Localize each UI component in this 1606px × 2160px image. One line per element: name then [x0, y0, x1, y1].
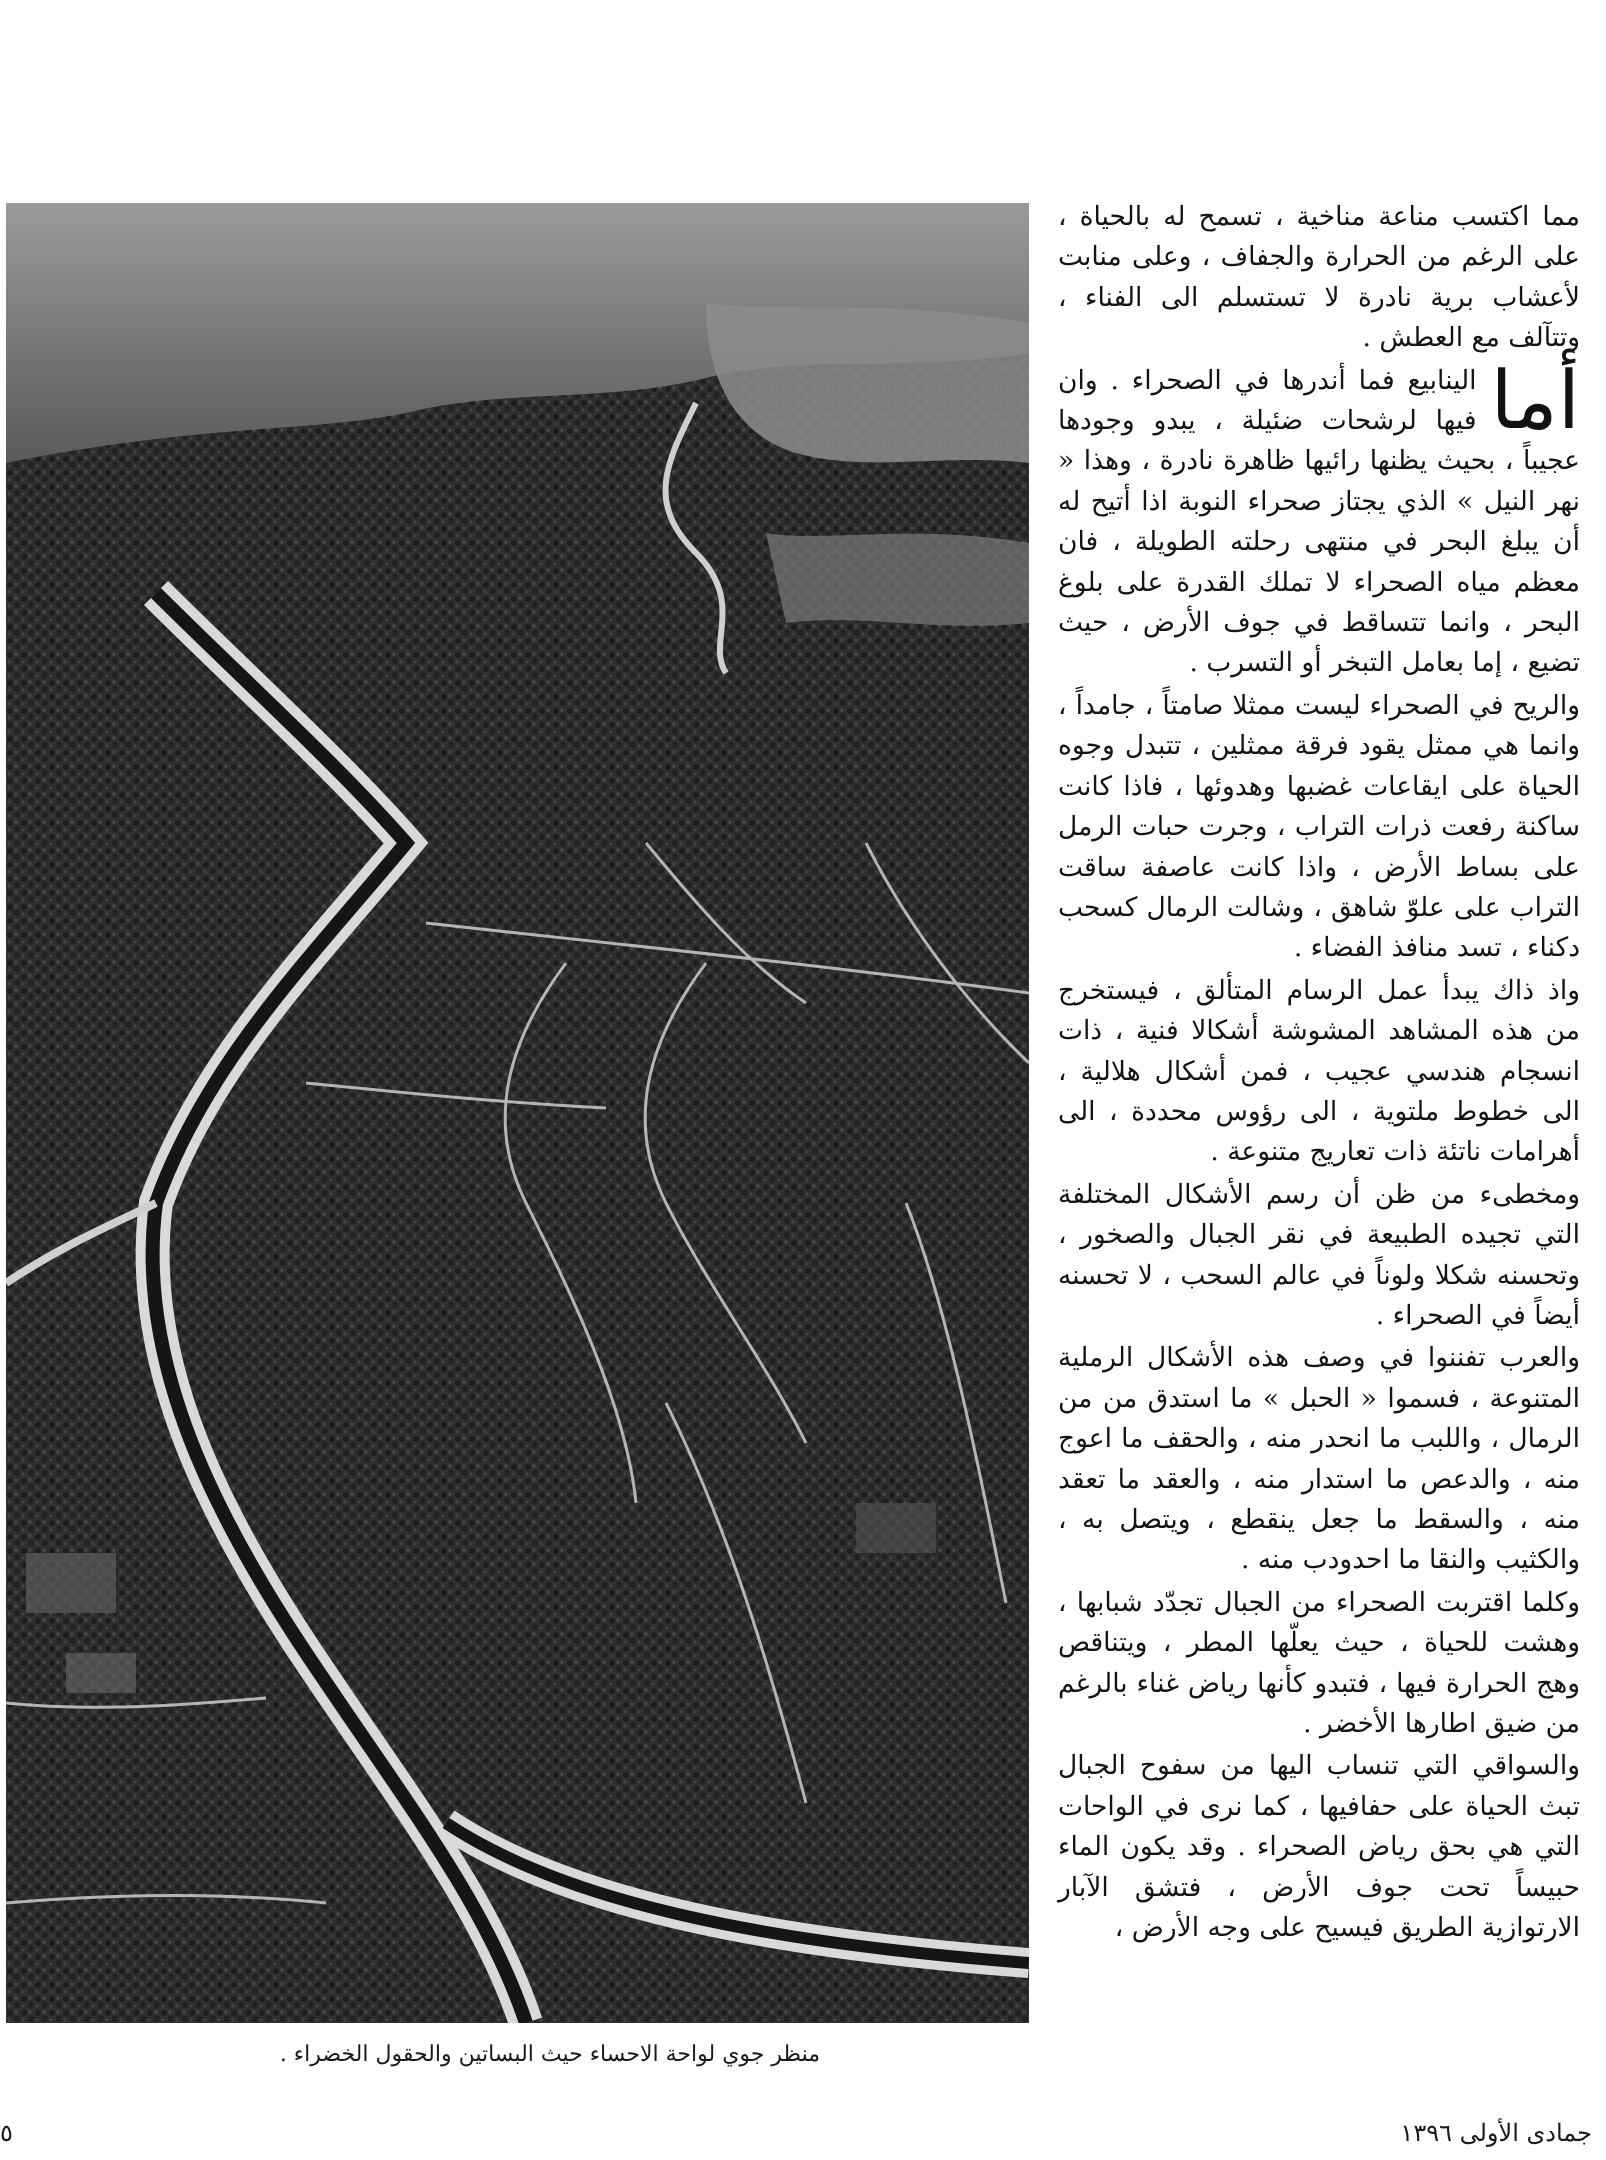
issue-date: جمادى الأولى ١٣٩٦ [1400, 2119, 1592, 2147]
article-paragraph-wind: والريح في الصحراء ليست ممثلا صامتاً ، جامداً ، وانما هي ممثل يقود فرقة ممثلين ، تتبدل وجوه الحياة على ايقاعات غضبها وهدوئها ، فاذا كانت ساكنة رفعت ذرات التراب ، وجرت حبات الرمل على بساط الأرض ، واذا كانت عاصفة ساقت التراب على علوّ شاهق ، وشالت الرمال كسحب دكناء ، تسد منافذ الفضاء . [1058, 689, 1580, 964]
article-paragraph-streams: والسواقي التي تنساب اليها من سفوح الجبال تبث الحياة على حفافيها ، كما نرى في الواحات التي هي بحق رياض الصحراء . وقد يكون الماء حبيساً تحت جوف الأرض ، فتشق الآبار الارتوازية الطريق فيسيح على وجه الأرض ، [1058, 1750, 1580, 1944]
aerial-photo [6, 203, 1029, 2023]
article-paragraph-mountains: وكلما اقتربت الصحراء من الجبال تجدّد شبابها ، وهشت للحياة ، حيث يعلّها المطر ، ويتناقص وهج الحرارة فيها ، فتبدو كأنها رياض غناء بالرغم من ضيق اطارها الأخضر . [1058, 1586, 1580, 1740]
article-body [1058, 197, 1580, 2087]
article-paragraph-shapes: ومخطىء من ظن أن رسم الأشكال المختلفة التي تجيده الطبيعة في نقر الجبال والصخور ، وتحسنه شكلا ولوناً في عالم السحب ، لا تحسنه أيضاً في الصحراء . [1058, 1178, 1580, 1331]
photo-caption: منظر جوي لواحة الاحساء حيث البساتين والحقول الخضراء . [279, 2042, 820, 2067]
drop-cap: أما [1490, 353, 1580, 447]
aerial-photo-icon [6, 203, 1029, 2023]
page-number: ٥ [0, 2119, 13, 2147]
paragraph-text: الينابيع فما أندرها في الصحراء . وان فيها لرشحات ضئيلة ، يبدو وجودها عجيباً ، بحيث يظنها رائيها ظاهرة نادرة ، وهذا « نهر النيل » الذي يجتاز صحراء النوبة اذا أتيح له أن يبلغ البحر في منتهى رحلته الطويلة ، فان معظم مياه الصحراء لا تملك القدرة على بلوغ البحر ، وانما تتساقط في جوف الأرض ، حيث تضيع ، إما بعامل التبخر أو التسرب . [1058, 364, 1580, 679]
article-paragraph-springs [1058, 353, 1580, 684]
article-intro: مما اكتسب مناعة مناخية ، تسمح له بالحياة ، على الرغم من الحرارة والجفاف ، وعلى منابت لأعشاب برية نادرة لا تستسلم الى الفناء ، وتتآلف مع العطش . [1058, 201, 1580, 354]
article-paragraph-artist: واذ ذاك يبدأ عمل الرسام المتألق ، فيستخرج من هذه المشاهد المشوشة أشكالا فنية ، ذات انسجام هندسي عجيب ، فمن أشكال هلالية ، الى خطوط ملتوية ، الى رؤوس محددة ، الى أهرامات ناتئة ذات تعاريج متنوعة . [1058, 974, 1580, 1168]
article-paragraph-arabs: والعرب تفننوا في وصف هذه الأشكال الرملية المتنوعة ، فسموا « الحبل » ما استدق من من الرمال ، واللبب ما انحدر منه ، والحقف ما اعوج منه ، والدعص ما استدار منه ، والعقد ما تعقد منه ، والسقط ما جعل ينقطع ، ويتصل به ، والكثيب والنقا ما احدودب منه . [1058, 1342, 1580, 1576]
